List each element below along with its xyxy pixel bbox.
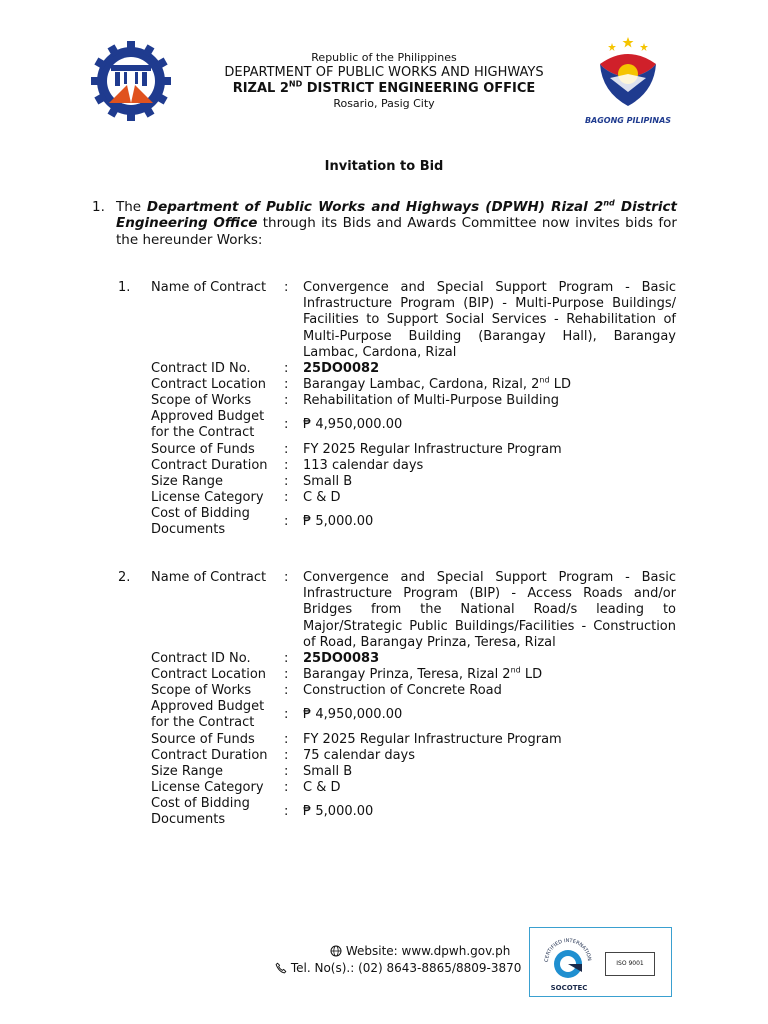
office-address: Rosario, Pasig City: [333, 97, 435, 110]
contract-number: 1.: [118, 280, 131, 295]
socotec-mark-icon: [538, 932, 598, 986]
contract-name: Convergence and Special Support Program - Basic Infrastructure Program (BIP) - Multi-Purpose Buildings/ Facilities to Support Social Services - Rehabilitation of Multi-Purpose Building (Barangay Hall), Barangay Lambac, Cardona, Rizal: [303, 280, 676, 360]
license-category: C & D: [303, 490, 341, 505]
approved-budget: ₱ 4,950,000.00: [303, 417, 403, 432]
license-category: C & D: [303, 780, 341, 795]
bagong-pilipinas-text: BAGONG PILIPINAS: [584, 116, 672, 125]
cost-of-documents: ₱ 5,000.00: [303, 804, 374, 819]
office-name: RIZAL 2ND DISTRICT ENGINEERING OFFICE: [232, 79, 536, 96]
contract-duration: 113 calendar days: [303, 458, 424, 473]
contract-name: Convergence and Special Support Program - Basic Infrastructure Program (BIP) - Access Roads and/or Bridges from the National Road/s leading to Major/Strategic Public Buildings/Facilities - Construction of Road, Barangay Prinza, Teresa, Rizal: [303, 570, 676, 650]
cost-of-documents: ₱ 5,000.00: [303, 514, 374, 529]
republic-line: Republic of the Philippines: [311, 51, 457, 64]
telephone-numbers: Tel. No(s).: (02) 8643-8865/8809-3870: [290, 961, 522, 975]
source-of-funds: FY 2025 Regular Infrastructure Program: [303, 442, 562, 457]
scope-of-works: Rehabilitation of Multi-Purpose Building: [303, 393, 560, 408]
agency-name: Department of Public Works and Highways (DPWH) Rizal 2nd District Engineering Office: [116, 198, 677, 232]
source-of-funds: FY 2025 Regular Infrastructure Program: [303, 732, 562, 747]
svg-text:CERTIFIED INTERNATIONAL: CERTIFIED INTERNATION: [543, 937, 593, 963]
socotec-label: SOCOTEC: [550, 984, 588, 992]
website-line: [330, 944, 510, 960]
contract-duration: 75 calendar days: [303, 748, 416, 763]
scope-of-works: Construction of Concrete Road: [303, 683, 502, 698]
contract-id: 25DO0083: [303, 651, 380, 666]
intro-paragraph: 1. The Department of Public Works and Highways (DPWH) Rizal 2nd District Engineering Office through its Bids and Awards Committee now invites bids for the hereunder Works:: [92, 198, 677, 248]
department-name: DEPARTMENT OF PUBLIC WORKS AND HIGHWAYS: [224, 65, 544, 80]
intro-number: 1.: [92, 199, 105, 215]
approved-budget: ₱ 4,950,000.00: [303, 707, 403, 722]
contract-id: 25DO0082: [303, 361, 380, 376]
bagong-pilipinas-logo: [588, 34, 668, 114]
iso-certification-badge: [529, 927, 672, 997]
iso-9001-label: ISO 9001: [605, 952, 655, 976]
contract-location: Barangay Prinza, Teresa, Rizal 2nd LD: [303, 665, 543, 682]
contract-number: 2.: [118, 570, 131, 585]
website-link[interactable]: Website: www.dpwh.gov.ph: [345, 944, 511, 958]
document-title: Invitation to Bid: [324, 159, 444, 174]
globe-icon: [330, 945, 342, 960]
telephone-line: [275, 961, 521, 977]
phone-icon: [275, 962, 287, 977]
size-range: Small B: [303, 764, 353, 779]
size-range: Small B: [303, 474, 353, 489]
contract-location: Barangay Lambac, Cardona, Rizal, 2nd LD: [303, 375, 571, 392]
